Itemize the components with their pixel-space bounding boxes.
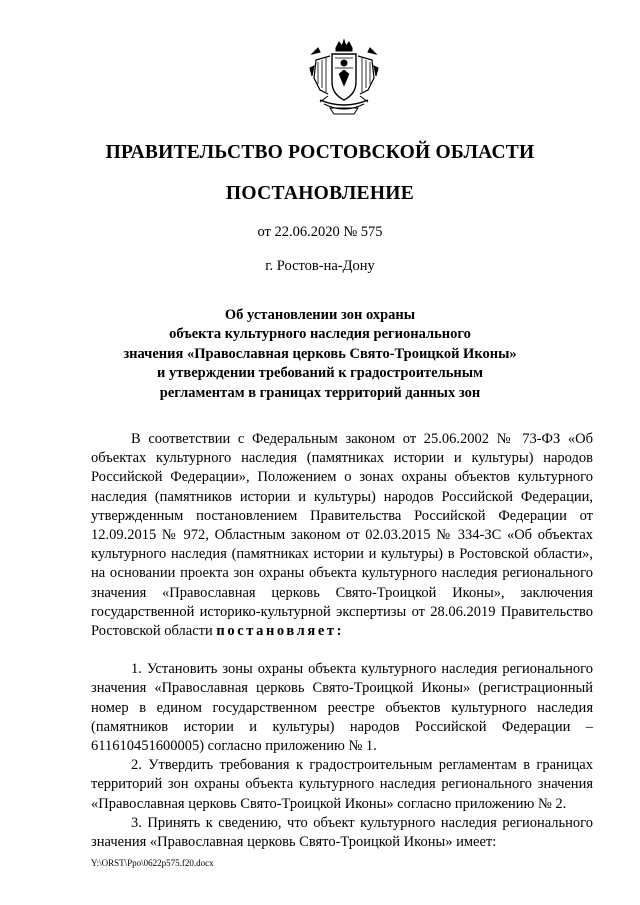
organization-name: ПРАВИТЕЛЬСТВО РОСТОВСКОЙ ОБЛАСТИ [105,142,535,163]
title-line: Об установлении зон охраны [224,307,416,323]
preamble-paragraph [91,430,593,641]
title-line: объекта культурного наследия регионального [169,326,471,343]
document-body [91,430,593,852]
item-paragraph: 3. Принять к сведению, что объект культурного наследия регионального значения «Православная церковь Свято-Троицкой Иконы» имеет: [91,814,593,851]
title-line: значения «Православная церковь Свято-Троицкой Иконы» [123,345,517,362]
item-paragraph: 1. Установить зоны охраны объекта культурного наследия регионального значения «Православная церковь Свято-Троицкой Иконы» (регистрационный номер в едином государственном реестре объектов культурного наследия (памятников истории и культуры) народов Российской Федерации – 611610451600005) согласно приложению № 1. [91,661,593,755]
document-date-number: от 22.06.2020 № 575 [257,224,383,240]
item-paragraph: 2. Утвердить требования к градостроительным регламентам в границах территорий зон охраны объекта культурного наследия регионального значения «Православная церковь Свято-Троицкой Иконы» согласно приложению № 2. [91,757,593,812]
document-type: ПОСТАНОВЛЕНИЕ [225,183,415,204]
document-city: г. Ростов-на-Дону [265,258,375,274]
title-line: регламентам в границах территорий данных зон [159,384,481,401]
preamble-text: В соответствии с Федеральным законом от 25.06.2002 № 73-ФЗ «Об объектах культурного наследия (памятниках истории и культуры) народов Российской Федерации», Положением о зонах охраны объектов культурного наследия (памятников истории и культуры) народов Российской Федерации, утвержденным постановлением Правительства Российской Федерации от 12.09.2015 № 972, Областным законом от 02.03.2015 № 334-ЗС «Об объектах культурного наследия (памятниках истории и культуры) в Ростовской области», на основании проекта зон охраны объекта культурного наследия регионального значения «Православная церковь Свято-Троицкой Иконы», заключения государственной историко-культурной экспертизы от 28.06.2019 Правительство Ростовской области [91,431,593,640]
file-path-footer: Y:\ORST\Ppo\0622p575.f20.docx [91,858,214,868]
document-title [60,306,580,403]
title-line: и утверждении требований к градостроительным [157,365,483,382]
coat-of-arms-icon [306,38,382,118]
resolves-word: постановляет: [216,623,345,640]
